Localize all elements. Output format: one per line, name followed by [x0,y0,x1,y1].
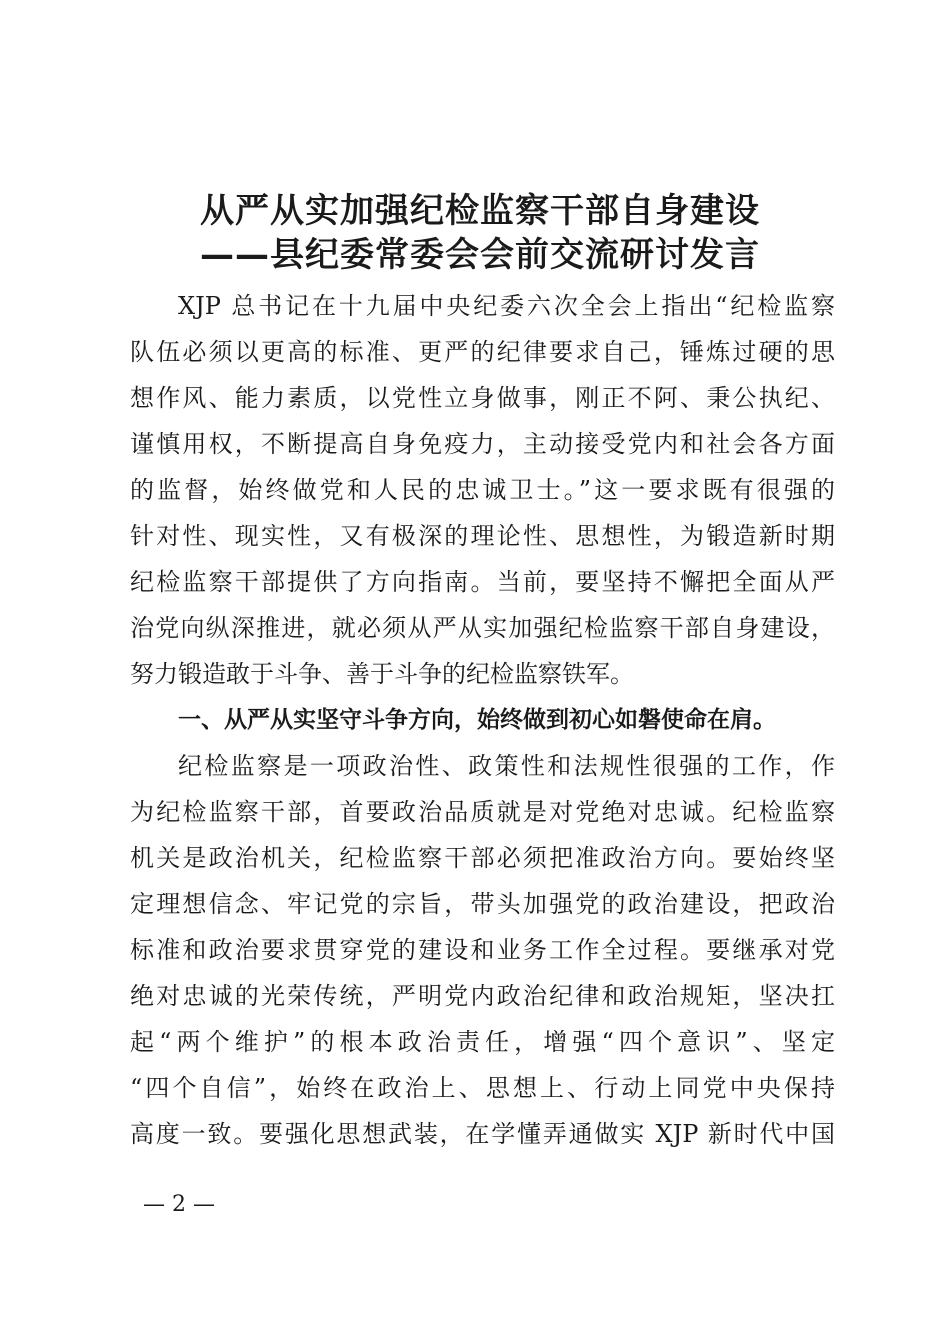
document-title: 从严从实加强纪检监察干部自身建设 [200,191,760,231]
document-subtitle: ——县纪委常委会会前交流研讨发言 [200,235,760,275]
text-line: 高度一致。要强化思想武装，在学懂弄通做实 XJP 新时代中国 [130,1120,835,1148]
text-line: 努力锻造敢于斗争、善于斗争的纪检监察铁军。 [130,660,634,688]
paragraph-intro [130,283,835,697]
text-line: 想作风、能力素质，以党性立身做事，刚正不阿、秉公执纪、 [130,384,835,412]
text-line: 针对性、现实性，又有极深的理论性、思想性，为锻造新时期 [130,522,835,550]
text-line: 为纪检监察干部，首要政治品质就是对党绝对忠诚。纪检监察 [130,798,835,826]
text-line: 绝对忠诚的光荣传统，严明党内政治纪律和政治规矩，坚决扛 [130,982,835,1010]
section-heading: 一、从严从实坚守斗争方向，始终做到初心如磐使命在肩。 [178,707,776,733]
text-line: 标准和政治要求贯穿党的建设和业务工作全过程。要继承对党 [130,936,835,964]
text-line: 纪检监察干部提供了方向指南。当前，要坚持不懈把全面从严 [130,568,835,596]
page-number: — 2 — [143,1192,215,1217]
text-line: 起“两个维护”的根本政治责任，增强“四个意识”、坚定 [130,1028,835,1056]
section-heading-1 [130,697,835,743]
text-line: 机关是政治机关，纪检监察干部必须把准政治方向。要始终坚 [130,844,835,872]
text-line: 纪检监察是一项政治性、政策性和法规性很强的工作，作 [178,752,835,780]
text-line: XJP 总书记在十九届中央纪委六次全会上指出“纪检监察 [178,292,835,320]
text-line: “四个自信”，始终在政治上、思想上、行动上同党中央保持 [130,1074,835,1102]
paragraph-section-1 [130,743,835,1157]
text-line: 的监督，始终做党和人民的忠诚卫士。”这一要求既有很强的 [130,476,835,504]
text-line: 队伍必须以更高的标准、更严的纪律要求自己，锤炼过硬的思 [130,338,835,366]
text-line: 谨慎用权，不断提高自身免疫力，主动接受党内和社会各方面 [130,430,835,458]
text-line: 定理想信念、牢记党的宗旨，带头加强党的政治建设，把政治 [130,890,835,918]
text-line: 治党向纵深推进，就必须从严从实加强纪检监察干部自身建设， [130,614,835,642]
